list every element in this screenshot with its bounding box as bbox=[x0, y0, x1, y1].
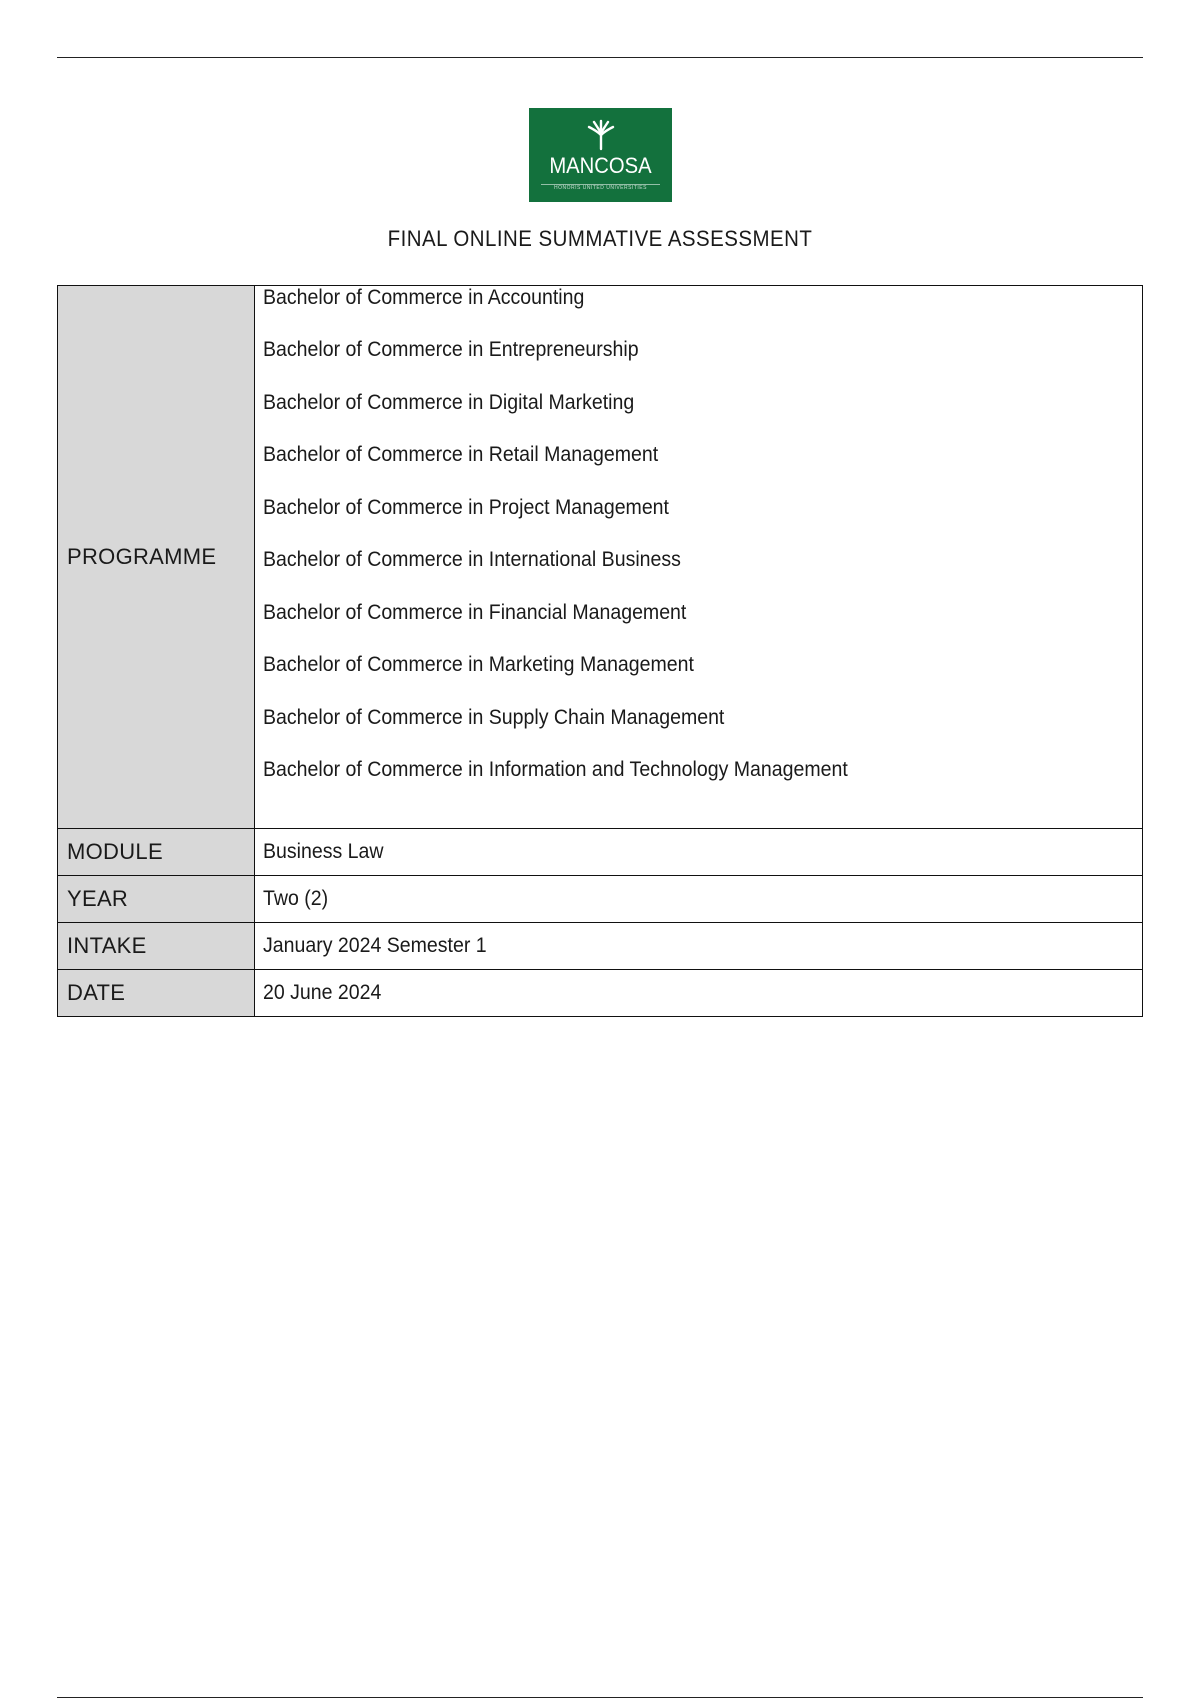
module-label: MODULE bbox=[58, 829, 255, 876]
table-row-module bbox=[58, 829, 1143, 876]
document-title: FINAL ONLINE SUMMATIVE ASSESSMENT bbox=[387, 226, 813, 251]
programme-item: Bachelor of Commerce in Information and Technology Management bbox=[263, 758, 848, 781]
intake-value: January 2024 Semester 1 bbox=[263, 934, 487, 957]
module-value-cell bbox=[255, 829, 1143, 876]
programme-item: Bachelor of Commerce in Accounting bbox=[263, 285, 585, 309]
programme-item: Bachelor of Commerce in Project Management bbox=[263, 495, 669, 519]
logo-brand-text: MANCOSA bbox=[549, 153, 652, 178]
year-label: YEAR bbox=[58, 876, 255, 923]
date-label: DATE bbox=[58, 970, 255, 1017]
programme-item: Bachelor of Commerce in Retail Management bbox=[263, 443, 659, 466]
programme-item: Bachelor of Commerce in Digital Marketing bbox=[263, 390, 635, 414]
tree-emblem-icon bbox=[585, 119, 617, 151]
bottom-rule bbox=[57, 1697, 1143, 1698]
mancosa-logo bbox=[529, 108, 672, 202]
intake-value-cell bbox=[255, 923, 1143, 970]
programme-item: Bachelor of Commerce in International Business bbox=[263, 548, 681, 571]
programme-item: Bachelor of Commerce in Financial Management bbox=[263, 600, 687, 624]
table-row-programme bbox=[58, 286, 1143, 829]
assessment-info-table bbox=[57, 285, 1143, 1017]
programme-label: PROGRAMME bbox=[58, 286, 255, 829]
date-value-cell bbox=[255, 970, 1143, 1017]
programme-value bbox=[255, 286, 1143, 829]
module-value: Business Law bbox=[263, 840, 384, 863]
year-value-cell bbox=[255, 876, 1143, 923]
programme-item: Bachelor of Commerce in Entrepreneurship bbox=[263, 338, 639, 361]
date-value: 20 June 2024 bbox=[263, 981, 382, 1004]
programme-item: Bachelor of Commerce in Supply Chain Management bbox=[263, 705, 725, 729]
table-row-date bbox=[58, 970, 1143, 1017]
programme-item: Bachelor of Commerce in Marketing Management bbox=[263, 653, 694, 676]
intake-label: INTAKE bbox=[58, 923, 255, 970]
logo-tagline: HONORIS UNITED UNIVERSITIES bbox=[541, 184, 660, 191]
year-value: Two (2) bbox=[263, 887, 329, 910]
top-rule bbox=[57, 57, 1143, 58]
table-row-intake bbox=[58, 923, 1143, 970]
programme-list bbox=[263, 283, 1142, 808]
table-row-year bbox=[58, 876, 1143, 923]
